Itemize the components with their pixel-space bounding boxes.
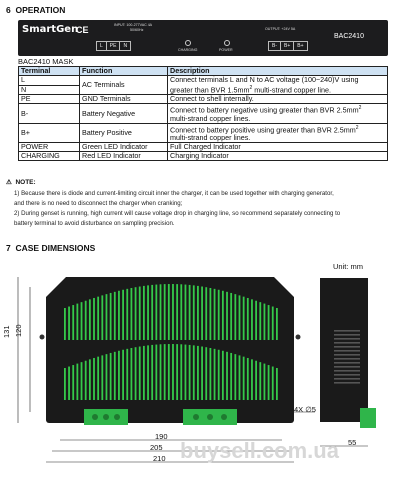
heatsink-fin [139, 347, 141, 400]
input-spec: INPUT: 100-277VAC 4A [114, 23, 153, 27]
note-line: and there is no need to disconnect the charger when cranking; [14, 200, 183, 207]
section-number: 7 [6, 243, 11, 253]
screw-icon [207, 414, 213, 420]
bac2410-mask-panel [18, 20, 388, 56]
output-spec: OUTPUT: +24V 5A [265, 27, 296, 31]
cell-description: Charging Indicator [168, 152, 388, 161]
heatsink-fin [135, 287, 137, 340]
heatsink-fin [143, 346, 145, 400]
heatsink-fin [268, 365, 270, 400]
heatsink-fin [259, 302, 261, 340]
heatsink-fin [122, 290, 124, 340]
heatsink-fin [122, 350, 124, 400]
heatsink-fin [176, 284, 178, 340]
heatsink-fin [76, 304, 78, 340]
terminal-b-plus-label: B+ [281, 42, 294, 50]
heatsink-fin [81, 302, 83, 340]
heatsink-fin [209, 288, 211, 340]
table-row [19, 104, 388, 123]
vent-slot [334, 374, 360, 376]
heatsink-fin [189, 345, 191, 400]
heatsink-fin [64, 368, 66, 400]
heatsink-fin [106, 354, 108, 400]
heatsink-fin [214, 289, 216, 340]
heatsink-fin [230, 293, 232, 340]
dim-height-inner: 120 [14, 324, 23, 337]
heatsink-fin [151, 345, 153, 400]
header-function: Function [80, 67, 168, 76]
dim-width-outer: 210 [153, 454, 166, 463]
heatsink-fin [114, 292, 116, 340]
table-row [19, 76, 388, 86]
battery-terminal-block [268, 41, 308, 51]
screw-icon [114, 414, 120, 420]
heatsink-fin [126, 289, 128, 340]
cell-terminal: N [19, 85, 80, 95]
vent-slot [334, 338, 360, 340]
dim-width-mid: 205 [150, 443, 163, 452]
heatsink-fin [218, 290, 220, 340]
watermark: buysell.com.ua [180, 438, 339, 463]
heatsink-fin [230, 353, 232, 400]
mask-caption: BAC2410 MASK [18, 57, 74, 66]
screw-icon [103, 414, 109, 420]
heatsink-fin [276, 368, 278, 400]
note-heading: ⚠ NOTE: [6, 179, 36, 186]
heatsink-fin [193, 285, 195, 340]
section-number: 6 [6, 5, 11, 15]
heatsink-fin [251, 359, 253, 400]
heatsink-fin [180, 344, 182, 400]
vent-slot [334, 342, 360, 344]
heatsink-fin [185, 285, 187, 340]
heatsink-fin [189, 285, 191, 340]
heatsink-fin [243, 357, 245, 400]
vent-slot [334, 370, 360, 372]
heatsink-fin [85, 361, 87, 400]
warning-icon: ⚠ [6, 179, 12, 186]
table-row [19, 152, 388, 161]
heatsink-fin [218, 350, 220, 400]
heatsink-fin [76, 364, 78, 400]
vent-slot [334, 346, 360, 348]
heatsink-fin [172, 344, 174, 400]
heatsink-fin [139, 287, 141, 340]
ac-terminal-block [96, 41, 131, 51]
front-view [40, 277, 301, 425]
header-description: Description [168, 67, 388, 76]
dim-side-depth: 55 [348, 438, 357, 447]
heatsink-fin [131, 288, 133, 340]
heatsink-fin [81, 362, 83, 400]
cell-function: Battery Negative [80, 104, 168, 123]
vent-slot [334, 350, 360, 352]
heatsink-fin [97, 357, 99, 400]
dim-hole-label: 4X ∅5 [294, 405, 316, 414]
heatsink-fin [172, 284, 174, 340]
heatsink-fin [180, 284, 182, 340]
heatsink-fin [268, 305, 270, 340]
unit-label: Unit: mm [333, 262, 363, 271]
heatsink-fin [201, 347, 203, 400]
vent-slot [334, 362, 360, 364]
table-row [19, 95, 388, 104]
vent-slot [334, 382, 360, 384]
screw-icon [221, 414, 227, 420]
vent-slot [334, 354, 360, 356]
note-line: 1) Because there is diode and current-limiting circuit inner the charger, it can be used together with charging generator, [14, 190, 334, 197]
vent-slot [334, 378, 360, 380]
heatsink-fin [101, 355, 103, 400]
note-body [14, 189, 399, 229]
cell-function: Green LED Indicator [80, 143, 168, 152]
heatsink-fin [118, 351, 120, 400]
dim-width-inner: 190 [155, 432, 168, 441]
cell-terminal: B+ [19, 123, 80, 142]
heatsink-fin [110, 353, 112, 400]
terminal-pe-label: PE [107, 42, 121, 50]
section-heading-operation [6, 5, 65, 15]
cell-terminal: B- [19, 104, 80, 123]
mounting-hole-icon [296, 335, 301, 340]
header-terminal: Terminal [19, 67, 80, 76]
cell-description: Connect to shell internally. [168, 95, 388, 104]
side-view [320, 278, 376, 428]
heatsink-fin [114, 352, 116, 400]
heatsink-fin [197, 346, 199, 400]
cell-terminal: L [19, 76, 80, 86]
cell-terminal: POWER [19, 143, 80, 152]
heatsink-fin [264, 304, 266, 340]
heatsink-fin [147, 285, 149, 340]
vent-slot [334, 366, 360, 368]
heatsink-fin [193, 345, 195, 400]
heatsink-fin [251, 299, 253, 340]
screw-icon [193, 414, 199, 420]
charging-led-label: CHARGING [178, 48, 198, 52]
heatsink-fin [155, 345, 157, 400]
power-led-icon [224, 40, 230, 46]
cell-terminal: CHARGING [19, 152, 80, 161]
heatsink-fin [205, 347, 207, 400]
heatsink-fin [239, 295, 241, 340]
heatsink-fin [243, 297, 245, 340]
cell-terminal: PE [19, 95, 80, 104]
side-connector [360, 408, 376, 428]
heatsink-fin [135, 347, 137, 400]
mounting-hole-icon [40, 335, 45, 340]
input-spec-sub: 50/60Hz [130, 28, 144, 32]
heatsink-fin [168, 344, 170, 400]
heatsink-fin [259, 362, 261, 400]
heatsink-fin [160, 344, 162, 400]
heatsink-fin [272, 367, 274, 400]
heatsink-fin [264, 364, 266, 400]
heatsink-fin [214, 349, 216, 400]
vent-slot [334, 330, 360, 332]
heatsink-fin [247, 358, 249, 400]
heatsink-fin [131, 348, 133, 400]
section-title: OPERATION [15, 5, 66, 15]
heatsink-fin [255, 361, 257, 400]
heatsink-fin [147, 345, 149, 400]
section-title: CASE DIMENSIONS [15, 243, 96, 253]
heatsink-fin [89, 359, 91, 400]
cell-description: Connect to battery positive using greater than BVR $2.5mm^2$ multi-strand copper lines. [168, 123, 388, 142]
cell-description: Connect to battery negative using greater than BVR $2.5mm^2$ multi-strand copper lines. [168, 104, 388, 123]
heatsink-fin [106, 294, 108, 340]
terminal-b-plus-label-2: B+ [297, 43, 304, 49]
screw-icon [92, 414, 98, 420]
terminal-l-label: L [97, 42, 107, 50]
heatsink-fin [222, 351, 224, 400]
heatsink-fin [272, 307, 274, 340]
heatsink-fin [118, 291, 120, 340]
heatsink-fin [85, 301, 87, 340]
power-led-label: POWER [219, 48, 233, 52]
section-heading-case-dimensions [6, 243, 95, 253]
heatsink-fin [72, 305, 74, 340]
heatsink-fin [239, 355, 241, 400]
heatsink-fin [226, 292, 228, 340]
charging-led-icon [185, 40, 191, 46]
heatsink-fin [89, 299, 91, 340]
cell-function: Red LED Indicator [80, 152, 168, 161]
heatsink-fin [97, 297, 99, 340]
heatsink-fin [68, 367, 70, 400]
heatsink-fin [155, 285, 157, 340]
heatsink-fin [151, 285, 153, 340]
device-body [46, 277, 294, 423]
heatsink-fin [160, 284, 162, 340]
heatsink-fin [234, 294, 236, 340]
heatsink-fin [226, 352, 228, 400]
cell-function: GND Terminals [80, 95, 168, 104]
heatsink-fin [176, 344, 178, 400]
cell-function: Battery Positive [80, 123, 168, 142]
heatsink-fin [222, 291, 224, 340]
heatsink-fin [68, 307, 70, 340]
heatsink-fin [101, 295, 103, 340]
note-line: battery terminal to avoid disturbance on sampling precision. [14, 220, 175, 227]
heatsink-fin [168, 284, 170, 340]
heatsink-fin [234, 354, 236, 400]
terminal-b-minus-label: B- [269, 42, 281, 50]
vent-slot [334, 358, 360, 360]
heatsink-fin [201, 287, 203, 340]
heatsink-fin [164, 344, 166, 400]
terminal-n-label: N [123, 43, 128, 49]
heatsink-fin [197, 286, 199, 340]
heatsink-fin [276, 308, 278, 340]
dim-height-outer: 131 [2, 325, 11, 338]
heatsink-fin [110, 293, 112, 340]
panel-model: BAC2410 [334, 33, 364, 40]
heatsink-fin [143, 286, 145, 340]
heatsink-fin [205, 287, 207, 340]
heatsink-fin [164, 284, 166, 340]
heatsink-fin [126, 349, 128, 400]
terminal-table [18, 66, 388, 161]
note-line: 2) During genset is running, high current will cause voltage drop in charging line, so recommend separately connecting to [14, 210, 341, 217]
heatsink-fin [72, 365, 74, 400]
table-row [19, 123, 388, 142]
heatsink-fin [64, 308, 66, 340]
heatsink-fin [93, 298, 95, 340]
cell-description: Connect terminals L and N to AC voltage (100~240)V using greater than BVR $1.5mm^2$ multi-strand copper line. [168, 76, 388, 95]
cell-function: AC Terminals [80, 76, 168, 95]
vent-slot [334, 334, 360, 336]
heatsink-fin [185, 345, 187, 400]
smartgen-logo: SmartGen [22, 24, 79, 35]
cell-description: Full Charged Indicator [168, 143, 388, 152]
ce-mark-icon: CE [76, 25, 89, 35]
heatsink-fin [255, 301, 257, 340]
heatsink-fin [209, 348, 211, 400]
heatsink-fin [247, 298, 249, 340]
heatsink-fin [93, 358, 95, 400]
